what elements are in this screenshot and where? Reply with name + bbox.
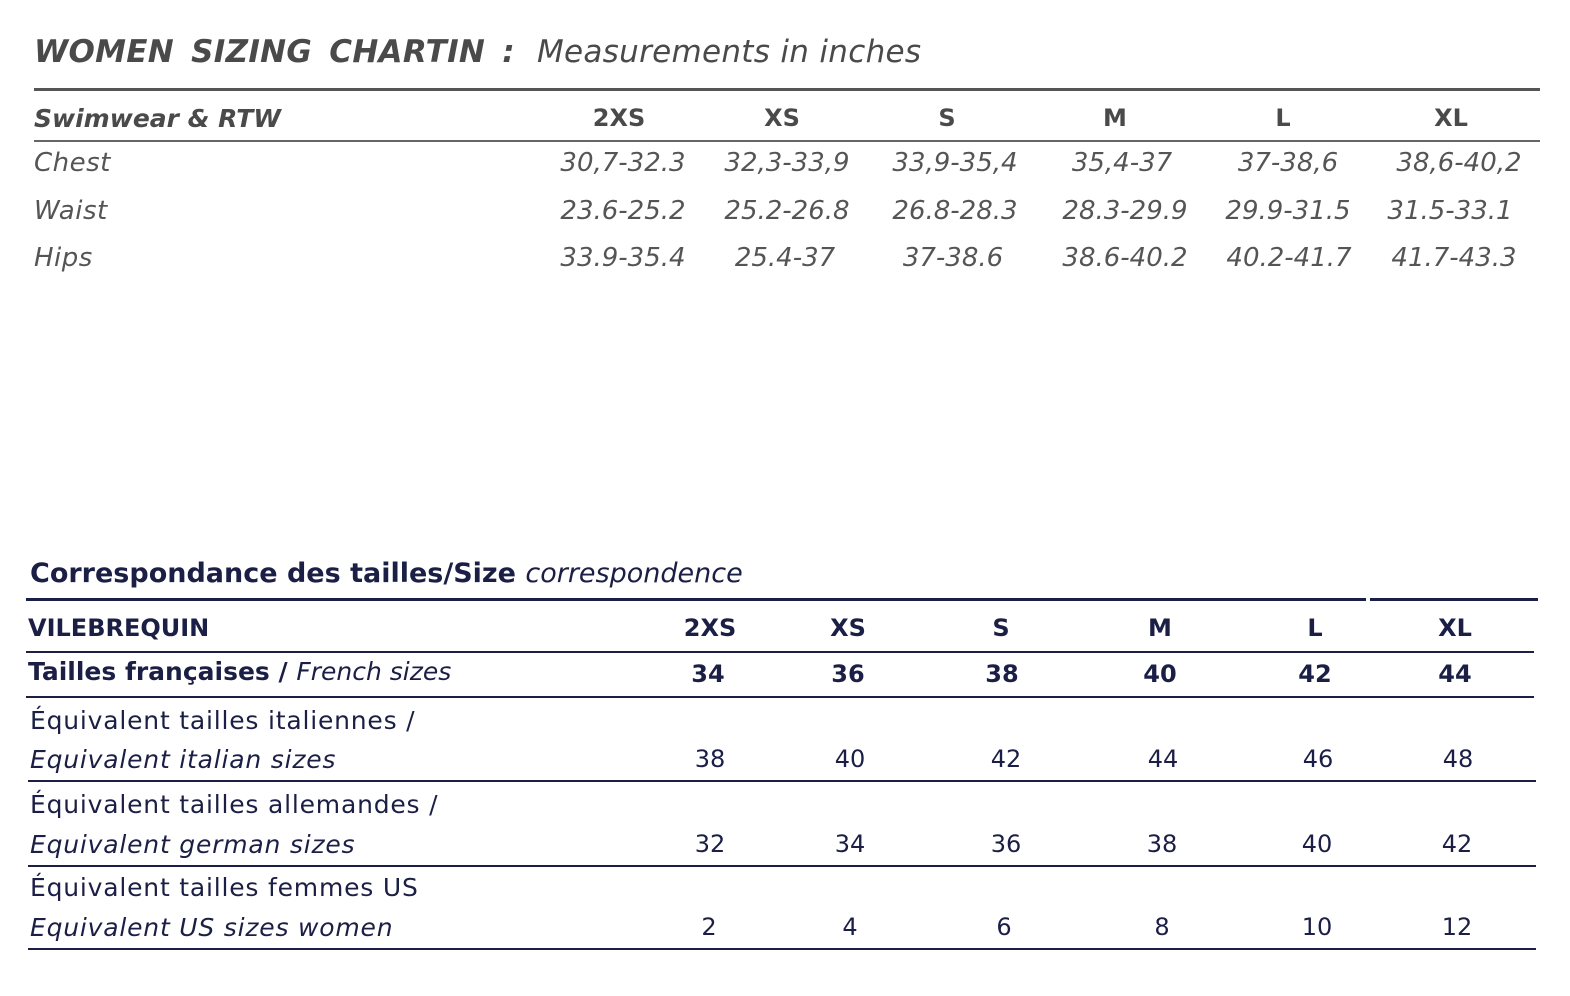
correspondence-header-rule (26, 651, 1534, 653)
us-size-value: 4 (842, 913, 858, 941)
french-sizes-label-en: French sizes (296, 657, 452, 686)
measurements-cell: 26.8-28.3 (892, 196, 1018, 226)
us-size-value: 10 (1301, 913, 1333, 941)
italian-size-value: 42 (990, 745, 1022, 773)
measurements-cell: 29.9-31.5 (1225, 196, 1351, 226)
french-sizes-label (28, 657, 451, 686)
measurements-header-label: Swimwear & RTW (34, 104, 281, 133)
measurements-cell: 40.2-41.7 (1226, 243, 1352, 273)
measurements-cell: 38.6-40.2 (1062, 243, 1188, 273)
measurements-cell: 35,4-37 (1071, 148, 1173, 178)
german-sizes-rule (28, 865, 1536, 867)
measurements-cell: 30,7-32.3 (560, 148, 686, 178)
measurements-size-s: S (938, 104, 956, 132)
measurements-cell: 32,3-33,9 (724, 148, 850, 178)
us-sizes-rule (28, 948, 1536, 950)
french-size-value: 44 (1438, 660, 1472, 688)
us-size-value: 8 (1154, 913, 1170, 941)
measurements-row-label-chest: Chest (34, 148, 111, 178)
measurements-size-xs: XS (764, 104, 800, 132)
italian-sizes-rule (28, 780, 1536, 782)
french-size-value: 42 (1298, 660, 1332, 688)
correspondence-title-fr: Correspondance des tailles/ (30, 558, 454, 589)
measurements-top-rule (34, 88, 1540, 91)
french-sizes-label-fr: Tailles françaises / (28, 657, 297, 686)
us-sizes-label-fr: Équivalent tailles femmes US (30, 873, 419, 902)
french-size-value: 34 (691, 660, 725, 688)
italian-size-value: 48 (1442, 745, 1474, 773)
italian-size-value: 44 (1147, 745, 1179, 773)
us-size-value: 2 (701, 913, 717, 941)
measurements-title-suffix: Measurements in inches (536, 34, 922, 70)
correspondence-top-rule-end (1370, 598, 1538, 601)
correspondence-size-m: M (1148, 614, 1172, 642)
correspondence-top-rule (26, 598, 1366, 601)
measurements-cell: 25.2-26.8 (724, 196, 850, 226)
french-size-value: 40 (1143, 660, 1177, 688)
german-sizes-label-fr: Équivalent tailles allemandes / (30, 790, 439, 819)
correspondence-size-xs: XS (830, 614, 866, 642)
measurements-size-m: M (1103, 104, 1127, 132)
measurements-cell: 37-38.6 (902, 243, 1004, 273)
german-size-value: 34 (834, 830, 866, 858)
us-sizes-label-en: Equivalent US sizes women (30, 913, 394, 942)
measurements-row-label-hips: Hips (34, 243, 93, 273)
measurements-cell: 28.3-29.9 (1062, 196, 1188, 226)
correspondence-size-xl: XL (1438, 614, 1472, 642)
italian-size-value: 46 (1302, 745, 1334, 773)
measurements-cell: 33,9-35,4 (892, 148, 1018, 178)
us-size-value: 12 (1441, 913, 1473, 941)
measurements-cell: 33.9-35.4 (560, 243, 686, 273)
french-size-value: 38 (985, 660, 1019, 688)
german-sizes-label-en: Equivalent german sizes (30, 830, 356, 859)
german-size-value: 36 (990, 830, 1022, 858)
correspondence-size-s: S (992, 614, 1010, 642)
measurements-header-rule (34, 140, 1540, 142)
correspondence-header-label: VILEBREQUIN (28, 614, 210, 642)
measurements-cell: 37-38,6 (1237, 148, 1339, 178)
italian-size-value: 40 (834, 745, 866, 773)
italian-sizes-label-fr: Équivalent tailles italiennes / (30, 706, 416, 735)
german-size-value: 42 (1441, 830, 1473, 858)
measurements-cell: 38,6-40,2 (1396, 148, 1522, 178)
correspondence-size-l: L (1307, 614, 1323, 642)
german-size-value: 32 (694, 830, 726, 858)
italian-size-value: 38 (694, 745, 726, 773)
measurements-title (34, 34, 921, 70)
french-size-value: 36 (831, 660, 865, 688)
measurements-size-xl: XL (1434, 104, 1468, 132)
measurements-size-2xs: 2XS (592, 104, 646, 132)
measurements-cell: 25.4-37 (734, 243, 836, 273)
measurements-size-l: L (1275, 104, 1291, 132)
italian-sizes-label-en: Equivalent italian sizes (30, 745, 337, 774)
measurements-row-label-waist: Waist (34, 196, 108, 226)
german-size-value: 40 (1301, 830, 1333, 858)
measurements-cell: 31.5-33.1 (1387, 196, 1513, 226)
french-sizes-rule (26, 696, 1534, 698)
measurements-cell: 23.6-25.2 (560, 196, 686, 226)
german-size-value: 38 (1146, 830, 1178, 858)
correspondence-title-en-a: Size (453, 558, 526, 589)
correspondence-title (30, 558, 743, 589)
measurements-cell: 41.7-43.3 (1391, 243, 1517, 273)
correspondence-size-2xs: 2XS (683, 614, 737, 642)
us-size-value: 6 (996, 913, 1012, 941)
measurements-title-prefix: WOMEN SIZING CHARTIN : (34, 34, 515, 70)
correspondence-title-en-b: correspondence (525, 558, 743, 589)
